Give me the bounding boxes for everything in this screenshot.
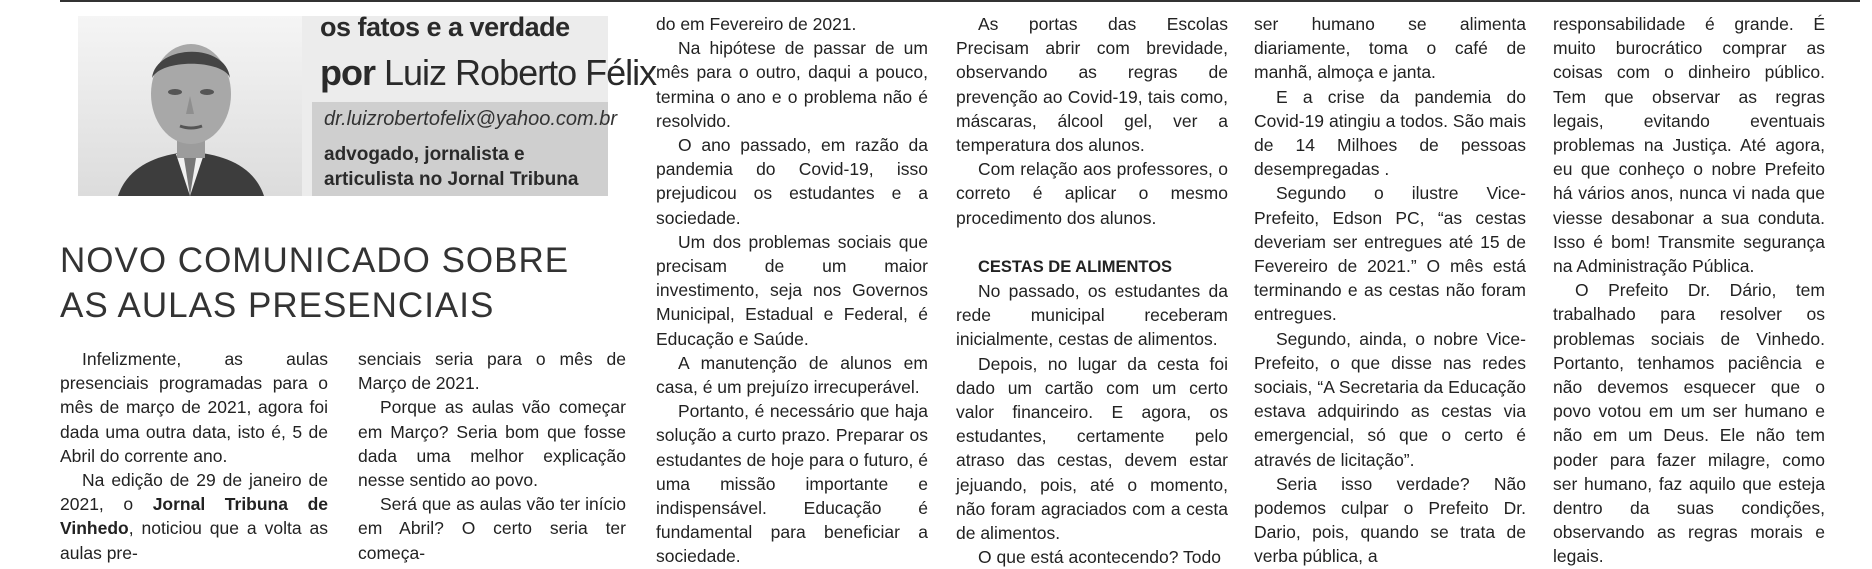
paragraph: Com relação aos professores, o correto é aplicar o mesmo procedimento dos alunos. (956, 159, 1228, 228)
paragraph-text: Na edição de 29 de janeiro de 2021, o (60, 470, 328, 515)
paragraph: A manutenção de alunos em casa, é um prejuízo irrecuperável. (656, 352, 928, 398)
paragraph: responsabilidade é grande. É muito burocrático comprar as coisas com o dinheiro público. Tem que observar as regras legais, evitando eventuais problemas na Justiça. Até agora, eu que conheço o nobre Prefeito há vários anos, nunca vi nada que viesse desabonar a sua conduta. Isso é bom! Transmite segurança na Administração Pública. (1553, 14, 1825, 277)
byline-por: por (320, 52, 375, 93)
paragraph: O que está acontecendo? Todo (978, 547, 1221, 568)
paragraph: senciais seria para o mês de Março de 2021. (358, 349, 626, 394)
paragraph: Seria isso verdade? Não podemos culpar o Prefeito Dr. Dario, pois, quando se trata de verba pública, a (1254, 473, 1526, 567)
paragraph: Infelizmente, as aulas presenciais programadas para o mês de março de 2021, agora foi dada uma outra data, isto é, 5 de Abril do corrente ano. (60, 349, 328, 466)
paragraph: Será que as aulas vão ter início em Abril? O certo seria ter começa- (358, 494, 626, 563)
article-column-1 (60, 347, 328, 565)
paragraph (60, 468, 328, 565)
author-role (324, 142, 578, 192)
article-column-2 (358, 347, 626, 565)
article-column-6 (1553, 12, 1825, 569)
author-role-line-2: articulista no Jornal Tribuna (324, 169, 579, 190)
top-rule (60, 0, 1860, 2)
column-title: os fatos e a verdade (320, 12, 570, 42)
paragraph: Segundo o ilustre Vice- Prefeito, Edson PC, “as cestas deveriam ser entregues até 15 de Fevereiro de 2021.” O mês está terminando e as cestas não foram entregues. (1254, 183, 1526, 325)
article-column-4 (956, 12, 1228, 569)
author-email: dr.luizrobertofelix@yahoo.com.br (324, 108, 618, 130)
author-photo (78, 16, 302, 196)
author-byline (320, 52, 656, 94)
author-role-line-1: advogado, jornalista e (324, 144, 525, 165)
paragraph-text: , noticiou que a volta as aulas pre- (60, 518, 328, 563)
paragraph: E a crise da pandemia do Covid-19 atingiu a todos. São mais de 14 Milhoes de pessoas desempregadas . (1254, 86, 1526, 180)
author-name: Luiz Roberto Félix (384, 52, 657, 93)
paragraph: O Prefeito Dr. Dário, tem trabalhado para resolver os problemas sociais de Vinhedo. Portanto, tenhamos paciência e não devemos esquecer que o povo votou em um ser humano e não em um Deus. Ele não tem poder para fazer milagre, como ser humano, faz aquilo que esteja dentro da suas condições, observando as regras morais e legais. (1553, 280, 1825, 567)
paragraph: Depois, no lugar da cesta foi dado um cartão com um certo valor financeiro. E agora, os estudantes, certamente pelo atraso das cestas, devem estar jejuando, pois, até o momento, não foram agraciados com a cesta de alimentos. (956, 353, 1228, 544)
paragraph: O ano passado, em razão da pandemia do Covid-19, isso prejudicou os estudantes e a sociedade. (656, 135, 928, 228)
newspaper-name: Jornal Tribuna de Vinhedo (60, 494, 328, 539)
paragraph: do em Fevereiro de 2021. (656, 14, 857, 34)
article-column-3 (656, 12, 928, 569)
section-subheading: CESTAS DE ALIMENTOS (978, 257, 1173, 276)
paragraph: ser humano se alimenta diariamente, toma o café de manhã, almoça e janta. (1254, 14, 1526, 83)
article-headline: NOVO COMUNICADO SOBRE AS AULAS PRESENCIAIS (60, 241, 570, 325)
paragraph: As portas das Escolas Precisam abrir com brevidade, observando as regras de prevenção ao Covid-19, tais como, máscaras, álcool gel, ver a temperatura dos alunos. (956, 14, 1228, 156)
article-column-5 (1254, 12, 1526, 569)
paragraph: No passado, os estudantes da rede municipal receberam inicialmente, cestas de alimentos. (956, 281, 1228, 350)
paragraph: Portanto, é necessário que haja solução a curto prazo. Preparar os estudantes de hoje para o futuro, é uma missão importante e indispensável. Educação é fundamental para beneficiar a sociedade. (656, 401, 928, 567)
paragraph: Segundo, ainda, o nobre Vice-Prefeito, o que disse nas redes sociais, “A Secretaria da Educação estava adquirindo as cestas via emergencial, só que o certo é através de licitação”. (1254, 328, 1526, 470)
paragraph: Porque as aulas vão começar em Março? Seria bom que fosse dada uma melhor explicação nesse sentido ao povo. (358, 397, 626, 491)
paragraph: Um dos problemas sociais que precisam de um maior investimento, seja nos Governos Municipal, Estadual e Federal, é Educação e Saúde. (656, 231, 928, 349)
paragraph: Na hipótese de passar de um mês para o outro, daqui a pouco, termina o ano e o problema não é resolvido. (656, 38, 928, 131)
